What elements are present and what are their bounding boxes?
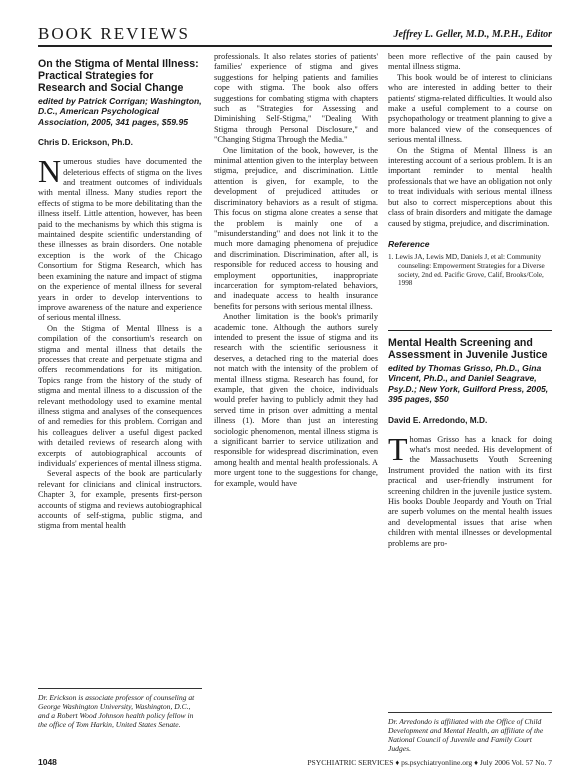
drop-cap: N	[38, 153, 62, 190]
review1-paragraph: On the Stigma of Mental Illness is a compilation of the consortium's research on stigma and mental illness that details the processes that create and perpetuate stigma and offers recommendations for its mitigation. Topics range from the history of the study of stigma and mental illness to a discussion of the relevant methodology used to examine mental illness stigma and analyses of the consequences of and remedies for this problem. Corrigan and his colleagues deliver a useful digest packed with detailed reviews of research along with excerpts of autobiographical accounts of individuals' experiences of mental illness stigma.	[38, 323, 202, 468]
page-header	[38, 24, 552, 46]
review2-paragraph: Thomas Grisso has a knack for doing what's most needed. His development of the Massachusetts Youth Screening Instrument provided the nation with its first practical and user-friendly instrument for screening children in the juvenile justice system. His books Double Jeopardy and Youth on Trial are superb volumes on the mental health issues and developmental issues that arise when children with mental illnesses or developmental problems are pro-	[388, 430, 552, 548]
review1-paragraph: Another limitation is the book's primarily academic tone. Although the authors surely intended to present the issue of stigma and its research with the scientific seriousness it deserves, a detached ring to the material does not match with the intensity of the problem of mental illness stigma. Research has found, for example, that given the choice, individuals would prefer having to publicly admit they had served time in prison over admitting a mental illness (1). More than just an interesting sociologic phenomenon, mental illness stigma is a significant barrier to service utilization and responsible for widespread discrimination, even among health and mental health professionals. A more urgent tone to the suggestions for change, for example, would have	[214, 312, 378, 488]
column-2	[214, 52, 378, 489]
review2-reviewer: David E. Arredondo, M.D.	[388, 414, 488, 425]
footnote-rule	[388, 712, 552, 713]
reference-heading: Reference	[388, 238, 430, 249]
review2-subtitle: edited by Thomas Grisso, Ph.D., Gina Vincent, Ph.D., and Daniel Seagrave, Psy.D.; New York, Guilford Press, 2005, 395 pages, $50	[388, 362, 549, 405]
review2-rule	[388, 330, 552, 331]
section-title: BOOK REVIEWS	[38, 24, 190, 43]
footnote-rule	[38, 688, 202, 689]
reference-item: 1. Lewis JA, Lewis MD, Daniels J, et al: Community counseling: Empowerment Strategies for a Diverse society, 2nd ed. Pacific Grove, Calif, Brooks/Cole, 1998	[388, 252, 545, 288]
review2-footnote: Dr. Arredondo is affiliated with the Office of Child Development and Mental Health, an affiliate of the National Council of Juvenile and Family Court Judges.	[388, 716, 544, 754]
editor-credit: Jeffrey L. Geller, M.D., M.P.H., Editor	[393, 29, 552, 40]
review1-paragraph: This book would be of interest to clinicians who are interested in adding better to their patients' stigma-related difficulties. It would also make a useful complement to a course on psychopathology or treatment planning to give a more balanced view of the consequences of serious mental illness.	[388, 72, 552, 145]
review1-paragraph: professionals. It also relates stories of patients' families' experience of stigma and gives suggestions for helping patients and families cope with stigma. The book also offers suggestions for combating stigma with chapters such as "Strategies for Assessing and Diminishing Self-Stigma," "Dealing With Stigma through Personal Disclosure," and "Changing Stigma Through the Media."	[214, 52, 378, 145]
review1-paragraph: been more reflective of the pain caused by mental illness stigma.	[388, 52, 552, 72]
header-rule	[38, 45, 552, 47]
review1-footnote-block	[38, 688, 202, 729]
review1-title: On the Stigma of Mental Illness: Practical Strategies for Research and Social Change	[38, 58, 199, 94]
review1-reviewer: Chris D. Erickson, Ph.D.	[38, 137, 133, 148]
page-number: 1048	[38, 757, 57, 767]
review2-title: Mental Health Screening and Assessment in Juvenile Justice	[388, 336, 548, 361]
column-3	[388, 52, 552, 549]
review2-footnote-block	[388, 712, 552, 753]
review1-paragraph: On the Stigma of Mental Illness is an interesting account of a serious problem. It is an important reminder to mental health professionals that we have an obligation not only to treat individuals with serious mental illness but also to correct misperceptions about this class of brain disorders and mitigate the damage caused by stigma, prejudice, and discrimination.	[388, 145, 552, 228]
page-footer	[38, 757, 552, 771]
review1-footnote: Dr. Erickson is associate professor of counseling at George Washington University, Washington, D.C., and a Robert Wood Johnson health policy fellow in the office of Tom Harkin, United States Senate.	[38, 692, 195, 730]
review1-paragraph: Numerous studies have documented the deleterious effects of stigma on the lives and treatment outcomes of individuals with mental illness. Many studies report the effects of stigma to be more debilitating than the illness itself. Little attention, however, has been paid to the mechanisms by which this stigma is maintained despite scientific understanding of these illnesses as brain disorders. One notable exception is the work of the Chicago Consortium for Stigma Research, which has been examining the nature and impact of stigma on the experience of mental illness for several years in order to develop interventions to improve awareness of the nature and experience of serious mental illness.	[38, 153, 202, 323]
drop-cap: T	[388, 430, 408, 467]
review1-subtitle: edited by Patrick Corrigan; Washington, D.C., American Psychological Association, 2005, 341 pages, $59.95	[38, 96, 202, 127]
review1-paragraph: Several aspects of the book are particularly relevant for clinicians and clinical instructors. Chapter 3, for example, presents first-person accounts of stigma and reviews autobiographical accounts of self-stigma, public stigma, and stigma from mental health	[38, 469, 202, 531]
column-1	[38, 52, 202, 532]
journal-info: PSYCHIATRIC SERVICES ♦ ps.psychiatryonline.org ♦ July 2006 Vol. 57 No. 7	[307, 758, 552, 767]
review1-paragraph: One limitation of the book, however, is the minimal attention given to the interplay between stigma, prejudice, and discrimination. Little attention is given, for example, to the development of prejudiced attitudes or discriminatory behaviors as a result of stigma. This focus on stigma alone creates a sense that the problem is mainly one of a "misunderstanding" and does not link it to the much more damaging phenomena of prejudice and discrimination. Discrimination, after all, is responsible for reduced access to housing and employment opportunities, inappropriate incarceration for symptom-related behaviors, and inadequate access to health insurance benefits for persons with serious mental illness.	[214, 145, 378, 311]
